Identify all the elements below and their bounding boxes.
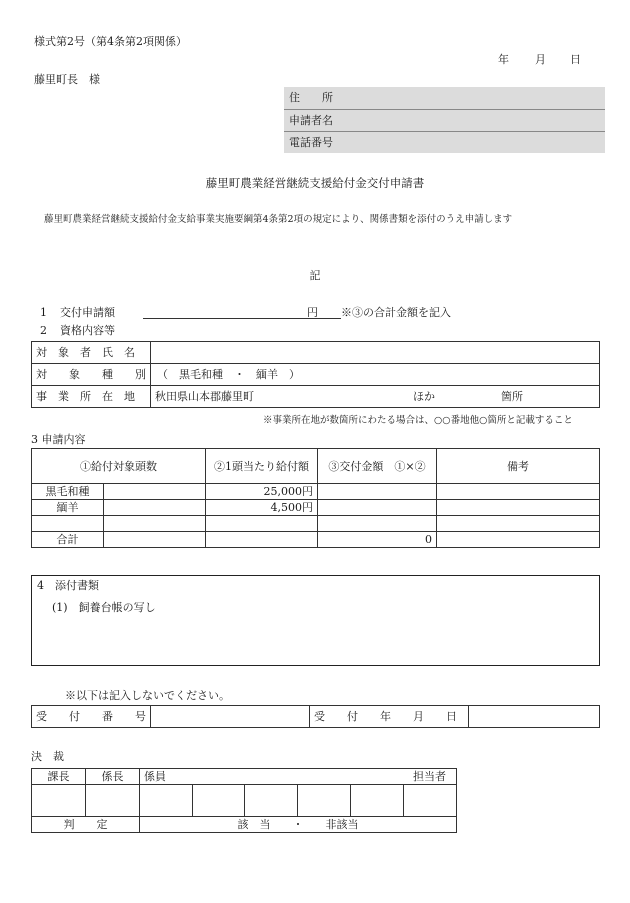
addressee: 藤里町長 様 (34, 73, 100, 86)
phone-field[interactable]: 電話番号 (284, 131, 605, 153)
row-remarks[interactable] (437, 500, 600, 516)
header-staff: 係員 (140, 769, 404, 785)
application-table (31, 448, 600, 548)
location-other: ほか (409, 386, 497, 408)
location-value[interactable]: 秋田県山本郡藤里町 (151, 386, 410, 408)
row-remarks[interactable] (437, 484, 600, 500)
total-label: 合計 (32, 532, 104, 548)
header-rate: ②1頭当たり給付額 (206, 449, 318, 484)
row-remarks[interactable] (437, 516, 600, 532)
location-note: ※事業所在地が数箇所にわたる場合は、○○番地他○箇所と記載すること (263, 415, 573, 426)
row-amount[interactable] (318, 516, 437, 532)
target-type-value[interactable]: （ 黒毛和種 ・ 緬羊 ） (151, 364, 600, 386)
stamp-section-chief[interactable] (32, 785, 86, 817)
approval-label: 決 裁 (31, 750, 64, 763)
row-count[interactable] (104, 484, 206, 500)
date-day: 日 (570, 53, 581, 66)
judgement-label: 判 定 (32, 817, 140, 833)
row-rate: 25,000円 (206, 484, 318, 500)
row-type[interactable] (32, 516, 104, 532)
amount-note: ※③の合計金額を記入 (341, 306, 451, 319)
section2-number: 2 (40, 324, 47, 337)
section1-number: 1 (40, 306, 47, 319)
judgement-value[interactable]: 該 当 ・ 非該当 (140, 817, 457, 833)
section2-label: 資格内容等 (60, 324, 115, 337)
section3-label: 3 申請内容 (31, 433, 86, 446)
form-number: 様式第2号（第4条第2項関係） (34, 35, 187, 48)
row-amount[interactable] (318, 500, 437, 516)
stamp-person-in-charge[interactable] (403, 785, 457, 817)
header-amount: ③交付金額 ①×② (318, 449, 437, 484)
row-count[interactable] (104, 500, 206, 516)
row-rate[interactable] (206, 516, 318, 532)
row-amount[interactable] (318, 484, 437, 500)
section1-label: 交付申請額 (60, 306, 115, 319)
section4-label: 4 添付書類 (37, 579, 99, 592)
header-section-chief: 課長 (32, 769, 86, 785)
ki-label: 記 (309, 269, 321, 282)
table-row (32, 500, 600, 516)
qualification-table (31, 341, 600, 408)
header-count: ①給付対象頭数 (32, 449, 206, 484)
table-row (32, 516, 600, 532)
row-type: 黒毛和種 (32, 484, 104, 500)
stamp-staff-3[interactable] (245, 785, 298, 817)
stamp-staff-1[interactable] (140, 785, 193, 817)
stamp-staff-2[interactable] (192, 785, 245, 817)
target-name-label: 対 象 者 氏 名 (32, 342, 151, 364)
row-type: 緬羊 (32, 500, 104, 516)
header-remarks: 備考 (437, 449, 600, 484)
attachment-item: (1) 飼養台帳の写し (52, 601, 156, 614)
header-person-in-charge: 担当者 (403, 769, 457, 785)
page-title: 藤里町農業経営継続支援給付金交付申請書 (205, 176, 425, 190)
receipt-number-label: 受 付 番 号 (32, 706, 151, 728)
amount-unit: 円 (307, 306, 318, 319)
total-value: 0 (318, 532, 437, 548)
row-count[interactable] (104, 516, 206, 532)
stamp-staff-4[interactable] (298, 785, 351, 817)
table-row (32, 484, 600, 500)
row-rate: 4,500円 (206, 500, 318, 516)
address-field[interactable]: 住 所 (284, 87, 605, 109)
office-notice: ※以下は記入しないでください。 (65, 689, 230, 702)
applicant-box (284, 87, 605, 153)
receipt-date-label: 受 付 年 月 日 (310, 706, 469, 728)
applicant-name-field[interactable]: 申請者名 (284, 109, 605, 131)
attachments-box (31, 575, 600, 666)
total-row (32, 532, 600, 548)
receipt-number-value[interactable] (151, 706, 310, 728)
target-type-label: 対 象 種 別 (32, 364, 151, 386)
receipt-date-value[interactable] (469, 706, 600, 728)
target-name-value[interactable] (151, 342, 600, 364)
receipt-table (31, 705, 600, 728)
approval-table (31, 768, 457, 833)
header-subsection-chief: 係長 (86, 769, 140, 785)
location-label: 事 業 所 在 地 (32, 386, 151, 408)
date-month: 月 (535, 53, 546, 66)
stamp-subsection-chief[interactable] (86, 785, 140, 817)
date-year: 年 (498, 53, 509, 66)
stamp-staff-5[interactable] (350, 785, 403, 817)
location-count: 箇所 (497, 386, 600, 408)
intro-text: 藤里町農業経営継続支援給付金支給事業実施要綱第4条第2項の規定により、関係書類を添付のうえ申請します (44, 214, 513, 225)
